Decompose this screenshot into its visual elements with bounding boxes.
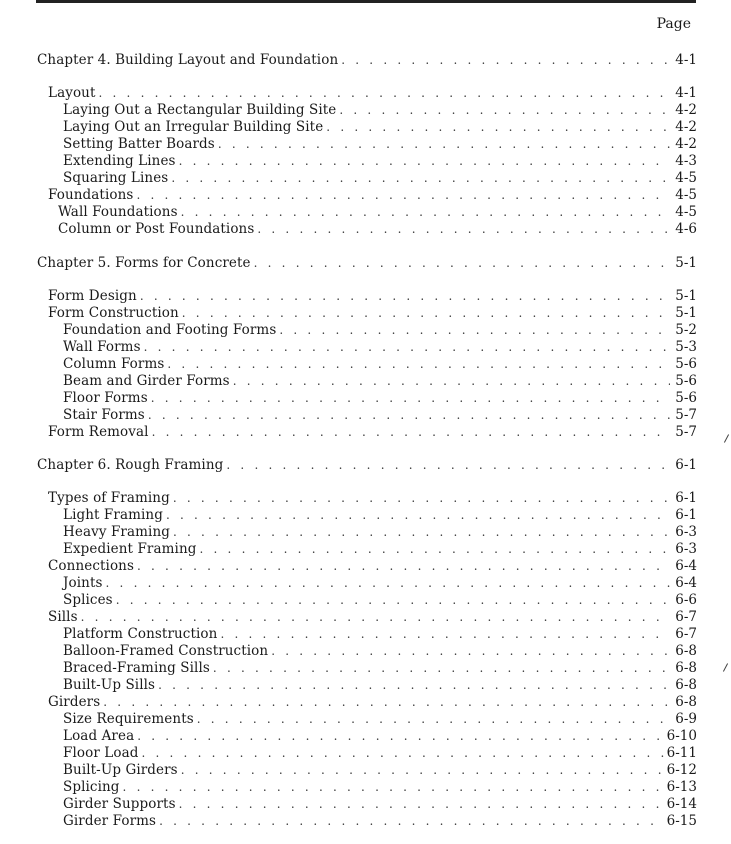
dot-leader [144, 339, 670, 356]
toc-entry[interactable] [58, 204, 697, 221]
toc-entry-page: 5-6 [675, 356, 697, 372]
dot-leader [141, 745, 663, 762]
toc-entry-label: Heavy Framing [63, 524, 170, 540]
dot-leader [257, 221, 670, 238]
toc-entry-page: 6-12 [666, 762, 697, 778]
toc-chapter-entry[interactable] [37, 52, 697, 69]
toc-entry-page: 6-8 [675, 694, 697, 710]
dot-leader [173, 524, 670, 541]
dot-leader [179, 153, 670, 170]
dot-leader [148, 407, 670, 424]
toc-entry[interactable] [63, 322, 697, 339]
toc-chapter-entry[interactable] [37, 255, 697, 272]
toc-entry-label: Setting Batter Boards [63, 136, 215, 152]
toc-entry-page: 6-13 [666, 779, 697, 795]
dot-leader [341, 52, 670, 69]
toc-entry-label: Chapter 4. Building Layout and Foundation [37, 52, 339, 68]
toc-entry-page: 4-5 [675, 187, 697, 203]
toc-entry-page: 5-2 [675, 322, 697, 338]
dot-leader [213, 660, 670, 677]
dot-leader [233, 373, 670, 390]
toc-entry-label: Layout [48, 85, 96, 101]
toc-entry-page: 4-5 [675, 204, 697, 220]
toc-entry-page: 5-6 [675, 390, 697, 406]
toc-entry-page: 6-11 [666, 745, 697, 761]
toc-entry-label: Load Area [63, 728, 135, 744]
toc-entry[interactable] [63, 592, 697, 609]
dot-leader [179, 796, 664, 813]
dot-leader [140, 288, 670, 305]
toc-entry[interactable] [48, 609, 697, 626]
toc-entry[interactable] [63, 711, 697, 728]
toc-entry-label: Types of Framing [48, 490, 170, 506]
toc-entry-page: 4-2 [675, 136, 697, 152]
toc-entry-label: Laying Out an Irregular Building Site [63, 119, 324, 135]
dot-leader [199, 541, 670, 558]
toc-entry-label: Column or Post Foundations [58, 221, 255, 237]
toc-entry-label: Floor Forms [63, 390, 148, 406]
toc-entry-label: Beam and Girder Forms [63, 373, 230, 389]
dot-leader [326, 119, 670, 136]
toc-entry-page: 6-10 [666, 728, 697, 744]
toc-entry-label: Column Forms [63, 356, 165, 372]
toc-entry[interactable] [63, 136, 697, 153]
toc-entry[interactable] [63, 153, 697, 170]
dot-leader [254, 255, 670, 272]
toc-entry[interactable] [48, 85, 697, 102]
toc-entry[interactable] [63, 407, 697, 424]
toc-entry-label: Form Design [48, 288, 137, 304]
dot-leader [158, 677, 670, 694]
toc-entry-page: 5-7 [675, 407, 697, 423]
toc-entry-page: 5-3 [675, 339, 697, 355]
toc-entry-label: Wall Foundations [58, 204, 178, 220]
toc-entry-page: 4-6 [675, 221, 697, 237]
toc-chapter-entry[interactable] [37, 457, 697, 474]
toc-entry[interactable] [58, 221, 697, 238]
toc-entry-label: Braced-Framing Sills [63, 660, 210, 676]
toc-entry-label: Built-Up Sills [63, 677, 156, 693]
toc-entry[interactable] [63, 728, 697, 745]
toc-entry-page: 6-3 [675, 541, 697, 557]
toc-entry-label: Chapter 5. Forms for Concrete [37, 255, 251, 271]
toc-entry[interactable] [63, 813, 697, 830]
toc-entry[interactable] [63, 339, 697, 356]
toc-entry-page: 6-14 [666, 796, 697, 812]
dot-leader [103, 694, 670, 711]
toc-entry-label: Foundations [48, 187, 134, 203]
dot-leader [106, 575, 670, 592]
dot-leader [136, 187, 670, 204]
toc-entry-label: Platform Construction [63, 626, 218, 642]
toc-entry[interactable] [48, 187, 697, 204]
toc-entry-page: 6-7 [675, 609, 697, 625]
toc-entry-label: Splices [63, 592, 113, 608]
toc-entry[interactable] [63, 119, 697, 136]
dot-leader [151, 390, 670, 407]
toc-entry-page: 6-8 [675, 677, 697, 693]
dot-leader [271, 643, 670, 660]
dot-leader [171, 170, 670, 187]
toc-entry[interactable] [63, 170, 697, 187]
toc-entry-label: Chapter 6. Rough Framing [37, 457, 224, 473]
dot-leader [123, 779, 664, 796]
toc-entry-label: Wall Forms [63, 339, 141, 355]
toc-entry-page: 5-6 [675, 373, 697, 389]
dot-leader [99, 85, 671, 102]
toc-entry-page: 6-7 [675, 626, 697, 642]
toc-entry-page: 6-3 [675, 524, 697, 540]
dot-leader [166, 507, 670, 524]
toc-entry-page: 5-7 [675, 424, 697, 440]
toc-entry[interactable] [63, 541, 697, 558]
dot-leader [181, 762, 664, 779]
toc-entry-label: Laying Out a Rectangular Building Site [63, 102, 337, 118]
toc-entry-label: Form Removal [48, 424, 149, 440]
dot-leader [339, 102, 670, 119]
dot-leader [218, 136, 670, 153]
toc-entry[interactable] [63, 762, 697, 779]
toc-entry[interactable] [63, 524, 697, 541]
dot-leader [182, 305, 670, 322]
toc-entry-page: 5-1 [675, 288, 697, 304]
toc-entry[interactable] [63, 507, 697, 524]
toc-entry-page: 4-1 [675, 52, 697, 68]
dot-leader [220, 626, 670, 643]
toc-entry[interactable] [63, 356, 697, 373]
toc-entry[interactable] [63, 643, 697, 660]
dot-leader [81, 609, 670, 626]
toc-entry-label: Joints [63, 575, 103, 591]
toc-entry-label: Foundation and Footing Forms [63, 322, 277, 338]
toc-entry-label: Girder Forms [63, 813, 157, 829]
toc-entry[interactable] [63, 677, 697, 694]
toc-entry-label: Squaring Lines [63, 170, 169, 186]
toc-entry-page: 4-2 [675, 102, 697, 118]
toc-entry-page: 6-8 [675, 660, 697, 676]
toc-entry[interactable] [48, 490, 697, 507]
toc-entry[interactable] [48, 288, 697, 305]
toc-entry-page: 5-1 [675, 255, 697, 271]
dot-leader [279, 322, 670, 339]
dot-leader [137, 728, 663, 745]
toc-entry-label: Connections [48, 558, 134, 574]
toc-entry-page: 6-1 [675, 490, 697, 506]
toc-entry[interactable] [48, 305, 697, 322]
toc-entry-page: 6-4 [675, 558, 697, 574]
toc-entry-page: 6-1 [675, 457, 697, 473]
toc-entry-label: Girder Supports [63, 796, 176, 812]
toc-entry-label: Girders [48, 694, 101, 710]
toc-entry-page: 5-1 [675, 305, 697, 321]
toc-entry-page: 4-5 [675, 170, 697, 186]
toc-entry-page: 6-1 [675, 507, 697, 523]
toc-entry-label: Splicing [63, 779, 120, 795]
toc-entry[interactable] [48, 694, 697, 711]
toc-entry-label: Sills [48, 609, 78, 625]
toc-entry-page: 6-9 [675, 711, 697, 727]
toc-entry-page: 6-4 [675, 575, 697, 591]
toc-entry[interactable] [63, 660, 697, 677]
toc-entry-label: Form Construction [48, 305, 179, 321]
toc-entry-page: 4-3 [675, 153, 697, 169]
toc-entry[interactable] [63, 102, 697, 119]
dot-leader [152, 424, 670, 441]
toc-entry[interactable] [63, 745, 697, 762]
toc-entry[interactable] [63, 796, 697, 813]
toc-entry-label: Light Framing [63, 507, 163, 523]
toc-entry-label: Extending Lines [63, 153, 176, 169]
toc-entry-label: Floor Load [63, 745, 139, 761]
toc-entry-label: Built-Up Girders [63, 762, 178, 778]
dot-leader [226, 457, 670, 474]
toc-entry-label: Stair Forms [63, 407, 145, 423]
toc-entry[interactable] [48, 424, 697, 441]
toc-entry-page: 4-1 [675, 85, 697, 101]
toc-entry[interactable] [63, 373, 697, 390]
toc-entry-label: Size Requirements [63, 711, 194, 727]
dot-leader [197, 711, 670, 728]
toc-entry[interactable] [63, 575, 697, 592]
toc-entry[interactable] [48, 558, 697, 575]
toc-entry-label: Expedient Framing [63, 541, 197, 557]
toc-entry-page: 6-8 [675, 643, 697, 659]
page-column-header: Page [656, 16, 691, 32]
toc-entry-page: 6-15 [666, 813, 697, 829]
dot-leader [137, 558, 670, 575]
toc-entry[interactable] [63, 626, 697, 643]
toc-entry-page: 6-6 [675, 592, 697, 608]
toc-entry[interactable] [63, 390, 697, 407]
dot-leader [173, 490, 670, 507]
toc-entry-page: 4-2 [675, 119, 697, 135]
dot-leader [181, 204, 670, 221]
dot-leader [167, 356, 670, 373]
toc-entry[interactable] [63, 779, 697, 796]
toc-entry-label: Balloon-Framed Construction [63, 643, 269, 659]
dot-leader [159, 813, 664, 830]
dot-leader [116, 592, 670, 609]
